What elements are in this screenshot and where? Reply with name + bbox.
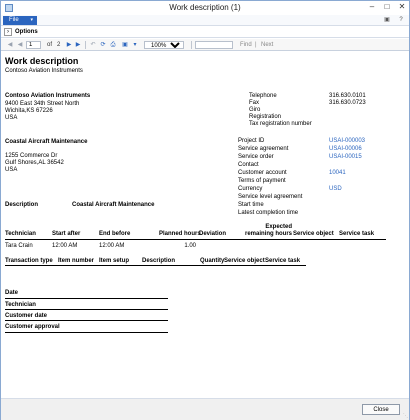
signature-line xyxy=(5,309,168,310)
column-header: Description xyxy=(142,258,176,264)
file-menu-button[interactable] xyxy=(3,16,37,25)
chevron-down-icon: ▾ xyxy=(30,17,33,23)
next-page-icon[interactable]: ▶ xyxy=(66,42,72,48)
description-value: Coastal Aircraft Maintenance xyxy=(72,202,155,208)
report-title: Work description xyxy=(5,56,79,66)
project-field-label: Service order xyxy=(238,154,274,160)
table-header-rule xyxy=(5,239,386,240)
project-field-label: Service agreement xyxy=(238,146,289,152)
signature-label: Customer approval xyxy=(5,324,60,330)
toolbar-divider xyxy=(85,41,86,49)
customer-address-line: USA xyxy=(5,167,18,173)
signature-label: Date xyxy=(5,290,19,296)
column-header: Expected remaining hours xyxy=(244,224,292,237)
help-icon[interactable]: ? xyxy=(399,17,403,23)
service-agreement-link[interactable]: USAI-00006 xyxy=(329,146,362,152)
total-pages: 2 xyxy=(57,42,61,48)
toolbar-divider xyxy=(191,41,192,49)
project-field-label: Contact xyxy=(238,162,259,168)
signature-label: Technician xyxy=(5,302,36,308)
project-field-label: Terms of payment xyxy=(238,178,286,184)
project-field-label: Customer account xyxy=(238,170,287,176)
close-icon[interactable]: ✕ xyxy=(398,2,406,11)
company-address-line: USA xyxy=(5,115,18,121)
project-field-label: Project ID xyxy=(238,138,265,144)
description-label: Description xyxy=(5,202,39,208)
column-header: Service object xyxy=(224,258,265,264)
signature-line xyxy=(5,332,168,333)
find-input[interactable] xyxy=(195,41,233,49)
find-divider: | xyxy=(255,42,257,48)
project-field-label: Currency xyxy=(238,186,263,192)
contact-value: 316.630.0101 xyxy=(329,93,366,99)
export-icon[interactable]: ▣ xyxy=(122,42,128,48)
contact-label: Telephone xyxy=(249,93,277,99)
column-header: Deviation xyxy=(199,231,227,237)
options-bar xyxy=(1,27,409,38)
company-address-line: 9400 East 34th Street North xyxy=(5,101,80,107)
dialog-footer xyxy=(1,398,409,420)
project-field-label: Service level agreement xyxy=(238,194,303,200)
menu-bar xyxy=(1,15,409,26)
technician-cell: Tara Crain xyxy=(5,243,33,249)
column-header: Service task xyxy=(339,231,375,237)
customer-account-link[interactable]: 10041 xyxy=(329,170,346,176)
column-header: Quantity xyxy=(200,258,225,264)
start-after-cell: 12:00 AM xyxy=(52,243,78,249)
report-body xyxy=(1,52,407,395)
window-title: Work description (1) xyxy=(169,3,241,12)
customer-address-line: 1255 Commerce Dr xyxy=(5,153,58,159)
currency-link[interactable]: USD xyxy=(329,186,342,192)
expand-options-icon[interactable]: › xyxy=(4,28,12,36)
page-of-label: of xyxy=(47,42,53,48)
column-header: End before xyxy=(99,231,131,237)
maximize-icon[interactable]: □ xyxy=(384,2,390,11)
contact-label: Fax xyxy=(249,100,260,106)
column-header: Transaction type xyxy=(5,258,53,264)
project-id-link[interactable]: USAI-000003 xyxy=(329,138,366,144)
column-header: Start after xyxy=(52,231,81,237)
signature-line xyxy=(5,320,168,321)
company-address-line: Wichita,KS 67226 xyxy=(5,108,53,114)
page-number-input[interactable] xyxy=(26,41,41,49)
refresh-icon[interactable]: ⟳ xyxy=(100,42,106,48)
contact-label: Tax registration number xyxy=(249,121,312,127)
project-field-label: Latest completion time xyxy=(238,210,299,216)
column-header: Service task xyxy=(265,258,301,264)
first-page-icon[interactable]: ◀ xyxy=(7,42,13,48)
customer-name: Coastal Aircraft Maintenance xyxy=(5,139,88,145)
project-field-label: Start time xyxy=(238,202,264,208)
info-icon[interactable]: ▣ xyxy=(384,17,390,23)
last-page-icon[interactable]: ▶ xyxy=(75,42,81,48)
signature-label: Customer date xyxy=(5,313,48,319)
report-subtitle: Contoso Aviation Instruments xyxy=(5,68,83,74)
file-menu-label: File xyxy=(9,17,19,23)
contact-label: Giro xyxy=(249,107,261,113)
service-order-link[interactable]: USAI-00015 xyxy=(329,154,362,160)
company-name: Contoso Aviation Instruments xyxy=(5,93,91,99)
export-dropdown-icon[interactable]: ▾ xyxy=(133,42,137,48)
column-header: Planned hours xyxy=(159,231,201,237)
signature-line xyxy=(5,298,168,299)
column-header: Service object xyxy=(293,231,334,237)
print-icon[interactable]: ⎙ xyxy=(110,42,116,48)
contact-label: Registration xyxy=(249,114,282,120)
planned-hours-cell: 1.00 xyxy=(184,243,196,249)
previous-page-icon[interactable]: ◀ xyxy=(17,42,23,48)
zoom-select[interactable] xyxy=(144,41,184,49)
customer-address-line: Gulf Shores,AL 36542 xyxy=(5,160,64,166)
resize-grip-icon[interactable]: ⋱ xyxy=(403,413,408,419)
close-button[interactable]: Close xyxy=(362,404,400,415)
table-header-rule xyxy=(5,265,306,266)
title-bar xyxy=(1,1,409,15)
back-icon[interactable]: ↶ xyxy=(90,42,96,48)
contact-value: 316.630.0723 xyxy=(329,100,366,106)
minimize-icon[interactable]: – xyxy=(369,2,375,11)
column-header: Item setup xyxy=(99,258,130,264)
report-toolbar xyxy=(1,39,409,51)
end-before-cell: 12:00 AM xyxy=(99,243,125,249)
column-header: Technician xyxy=(5,231,36,237)
column-header: Item number xyxy=(58,258,95,264)
next-link[interactable]: Next xyxy=(261,42,274,48)
find-link[interactable]: Find xyxy=(240,42,252,48)
options-label[interactable]: Options xyxy=(15,29,38,35)
